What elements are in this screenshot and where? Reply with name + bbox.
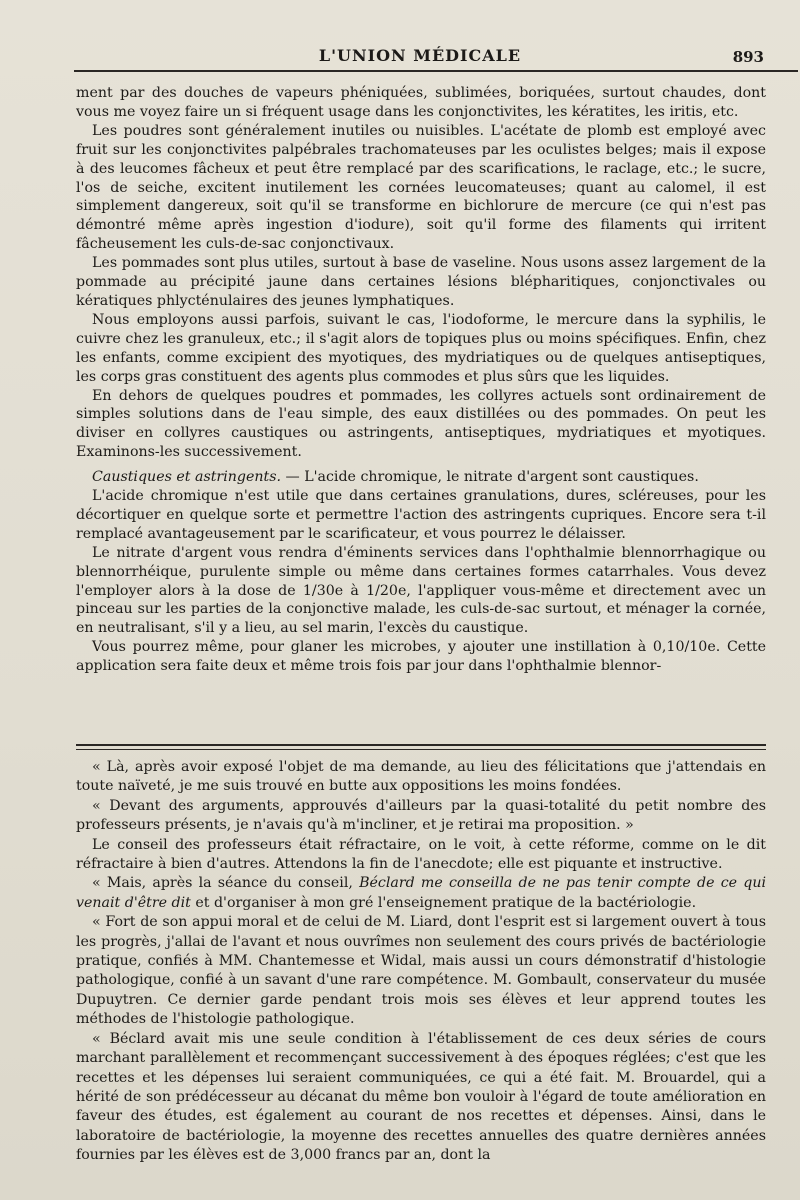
paragraph: L'acide chromique n'est utile que dans certaines granulations, dures, scléreuses, pour les décortiquer en quelque sorte et permettre l'action des astringents cupriques. Encore sera t-il remplacé avantageusement par le scarificateur, et vous pourrez le délaisser.: [76, 488, 766, 542]
page-number: 893: [732, 48, 764, 66]
feuilleton-paragraph: Le conseil des professeurs était réfractaire, on le voit, à cette réforme, comme on le dit réfractaire à bien d'autres. Attendons la fin de l'anecdote; elle est piquante et instructive.: [76, 836, 766, 873]
text-run: et d'organiser à mon gré l'enseignement pratique de la bactériologie.: [190, 894, 697, 911]
section-heading: Caustiques et astringents.: [92, 469, 281, 486]
paragraph: Les pommades sont plus utiles, surtout à base de vaseline. Nous usons assez largement de la pommade au précipité jaune dans certaines lésions blépharitiques, conjonctivales ou kératiques phlycténulaires des jeunes lymphatiques.: [76, 255, 766, 309]
paragraph: En dehors de quelques poudres et pommades, les collyres actuels sont ordinairement de simples solutions dans de l'eau simple, des eaux distillées ou des pommades. On peut les diviser en collyres caustiques ou astringents, antiseptiques, mydriatiques et myotiques. Examinons-les successivement.: [76, 387, 766, 461]
feuilleton-column: [76, 758, 766, 1166]
paragraph: Les poudres sont généralement inutiles ou nuisibles. L'acétate de plomb est employé avec fruit sur les conjonctivites palpébrales trachomateuses par les oculistes belges; mais il expose à des leucomes fâcheux et peut être remplacé par des scarifications, le raclage, etc.; le sucre, l'os de seiche, excitent inutilement les cornées leucomateuses; quant au calomel, il est simplement dangereux, soit qu'il se transforme en bichlorure de mercure (ce qui n'est pas démontré même après ingestion d'iodure), soit qu'il forme des filaments qui irritent fâcheusement les culs-de-sac conjonctivaux.: [76, 122, 766, 253]
header-rule: [74, 70, 798, 72]
section-intro: — L'acide chromique, le nitrate d'argent sont caustiques.: [281, 469, 699, 486]
feuilleton-paragraph: « Là, après avoir exposé l'objet de ma demande, au lieu des félicitations que j'attendais en toute naïveté, je me suis trouvé en butte aux oppositions les moins fondées.: [76, 759, 766, 795]
feuilleton-separator-thin: [76, 749, 766, 750]
main-text-column: [76, 84, 766, 676]
italic-quote: Béclard me conseilla de ne pas tenir compte de ce qui venait d'être dit: [76, 875, 766, 911]
feuilleton-paragraph: « Devant des arguments, approuvés d'ailleurs par la quasi-totalité du petit nombre des professeurs présents, je n'avais qu'à m'incliner, et je retirai ma proposition. »: [76, 797, 766, 834]
page-header: [76, 42, 764, 72]
feuilleton-separator: [76, 744, 766, 746]
paragraph: ment par des douches de vapeurs phéniquées, sublimées, boriquées, surtout chaudes, dont vous me voyez faire un si fréquent usage dans les conjonctivites, les kératites, les iritis, etc.: [76, 85, 766, 120]
paragraph: Le nitrate d'argent vous rendra d'éminents services dans l'ophthalmie blennorrhagique ou blennorrhéique, purulente simple ou même dans certaines formes catarrhales. Vous devez l'employer alors à la dose de 1/30e à 1/20e, l'appliquer vous-même et directement avec un pinceau sur les parties de la conjonctive malade, les culs-de-sac surtout, et ménager la cornée, en neutralisant, s'il y a lieu, au sel marin, l'excès du caustique.: [76, 544, 766, 637]
paragraph: Nous employons aussi parfois, suivant le cas, l'iodoforme, le mercure dans la syphilis, le cuivre chez les granuleux, etc.; il s'agit alors de topiques plus ou moins spécifiques. Enfin, chez les enfants, comme excipient des myotiques, des mydriatiques ou de quelques antiseptiques, les corps gras constituent des agents plus commodes et plus sûrs que les liquides.: [76, 311, 766, 385]
paragraph: Vous pourrez même, pour glaner les microbes, y ajouter une instillation à 0,10/10e. Cette application sera faite deux et même trois fois par jour dans l'ophthalmie blennor-: [76, 639, 766, 675]
feuilleton-paragraph: « Béclard avait mis une seule condition à l'établissement de ces deux séries de cours marchant parallèlement et recommençant successivement à des époques réglées; c'est que les recettes et les dépenses lui seraient communiquées, ce qui a été fait. M. Brouardel, qui a hérité de son prédécesseur au décanat du même bon vouloir à l'égard de toute amélioration en faveur des études, est également au courant de nos recettes et dépenses. Ainsi, dans le laboratoire de bactériologie, la moyenne des recettes annuelles des quatre dernières années fournies par les élèves est de 3,000 francs par an, dont la: [76, 1030, 766, 1164]
section-heading-paragraph: [76, 468, 766, 487]
feuilleton-paragraph: [76, 874, 766, 913]
text-run: « Mais, après la séance du conseil,: [92, 875, 360, 892]
running-title: L'UNION MÉDICALE: [318, 46, 522, 65]
feuilleton-paragraph: « Fort de son appui moral et de celui de M. Liard, dont l'esprit est si largement ouvert à tous les progrès, j'allai de l'avant et nous ouvrîmes non seulement des cours privés de bactériologie pratique, confiés à MM. Chantemesse et Widal, mais aussi un cours démonstratif d'histologie pathologique, confié à un savant d'une rare compétence. M. Gombault, conservateur du musée Dupuytren. Ce dernier garde pendant trois mois ses élèves et leur apprend toutes les méthodes de l'histologie pathologique.: [76, 914, 766, 1028]
